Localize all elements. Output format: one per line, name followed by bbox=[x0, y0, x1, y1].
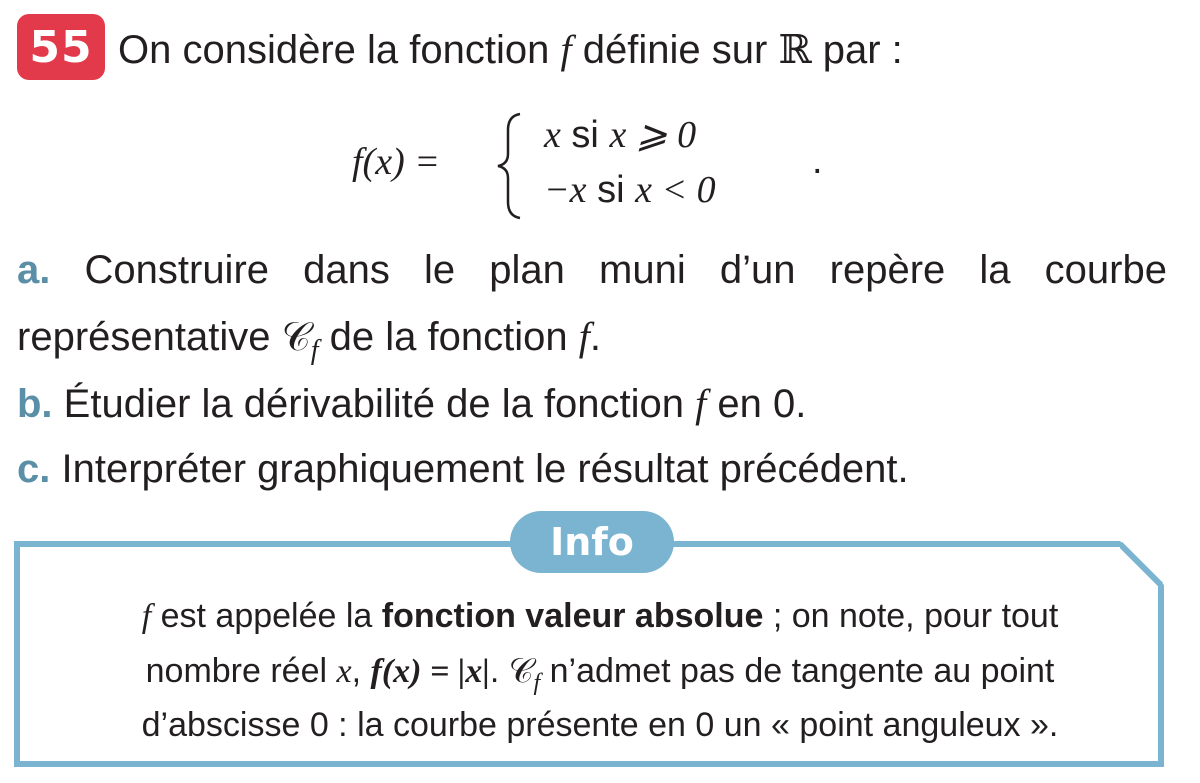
question-b bbox=[17, 380, 806, 427]
question-a-line1 bbox=[17, 248, 1167, 293]
curve-symbol: 𝒞 bbox=[281, 314, 311, 359]
case-1 bbox=[544, 112, 696, 157]
exercise-number-badge: 55 bbox=[17, 14, 105, 80]
question-a-f: f bbox=[578, 314, 590, 359]
case2-expr: −x bbox=[544, 169, 587, 211]
intro-line bbox=[118, 26, 903, 73]
info-line-1 bbox=[0, 597, 1200, 636]
formula-lhs: f(x) = bbox=[352, 141, 440, 183]
intro-text: On considère la fonction bbox=[118, 28, 561, 72]
case2-cond: x < 0 bbox=[635, 169, 716, 211]
question-a-text: représentative bbox=[17, 315, 282, 359]
info-text: ; on note, pour tout bbox=[763, 597, 1059, 635]
question-c bbox=[17, 447, 909, 492]
info-abs-formula: f(x) = |x| bbox=[370, 653, 490, 690]
info-bold-term: fonction valeur absolue bbox=[381, 597, 764, 635]
curve-subscript: f bbox=[310, 335, 319, 366]
formula-period: . bbox=[812, 140, 823, 182]
info-box-corner-icon bbox=[1120, 541, 1168, 589]
info-text: nombre réel bbox=[145, 652, 337, 690]
question-c-label: c. bbox=[17, 447, 51, 491]
case1-cond: x ⩾ 0 bbox=[609, 114, 697, 156]
question-a-label: a. bbox=[17, 248, 51, 292]
curve-symbol: 𝒞 bbox=[508, 653, 534, 690]
question-a-end: . bbox=[589, 315, 601, 359]
info-dot: . bbox=[489, 652, 509, 690]
question-a-line2 bbox=[17, 313, 601, 367]
case1-expr: x bbox=[544, 114, 561, 156]
question-b-label: b. bbox=[17, 382, 53, 426]
case2-si: si bbox=[586, 169, 636, 211]
question-b-end: en 0. bbox=[706, 382, 807, 426]
question-a-text: Construire dans le plan muni d’un repère la courbe bbox=[84, 248, 1167, 292]
case1-si: si bbox=[560, 114, 610, 156]
question-a-text: de la fonction bbox=[318, 315, 579, 359]
info-line-3 bbox=[0, 706, 1200, 745]
curve-subscript: f bbox=[533, 669, 541, 696]
intro-f: f bbox=[560, 27, 572, 72]
info-text: est appelée la bbox=[151, 597, 382, 635]
question-b-f: f bbox=[695, 381, 707, 426]
question-b-text: Étudier la dérivabilité de la fonction bbox=[63, 382, 696, 426]
question-c-text: Interpréter graphiquement le résultat précédent. bbox=[61, 447, 909, 491]
info-x: x bbox=[336, 653, 352, 690]
info-line-2 bbox=[0, 652, 1200, 697]
intro-text: définie sur bbox=[571, 28, 779, 72]
info-f: f bbox=[141, 598, 152, 635]
case-2 bbox=[544, 168, 716, 212]
info-comma: , bbox=[351, 652, 371, 690]
intro-text: par : bbox=[811, 28, 903, 72]
info-title: Info bbox=[510, 511, 674, 573]
info-text: n’admet pas de tangente au point bbox=[540, 652, 1055, 690]
reals-symbol: ℝ bbox=[778, 27, 812, 72]
left-brace-icon bbox=[492, 110, 528, 222]
info-text: d’abscisse 0 : la courbe présente en 0 un « point anguleux ». bbox=[141, 706, 1059, 744]
